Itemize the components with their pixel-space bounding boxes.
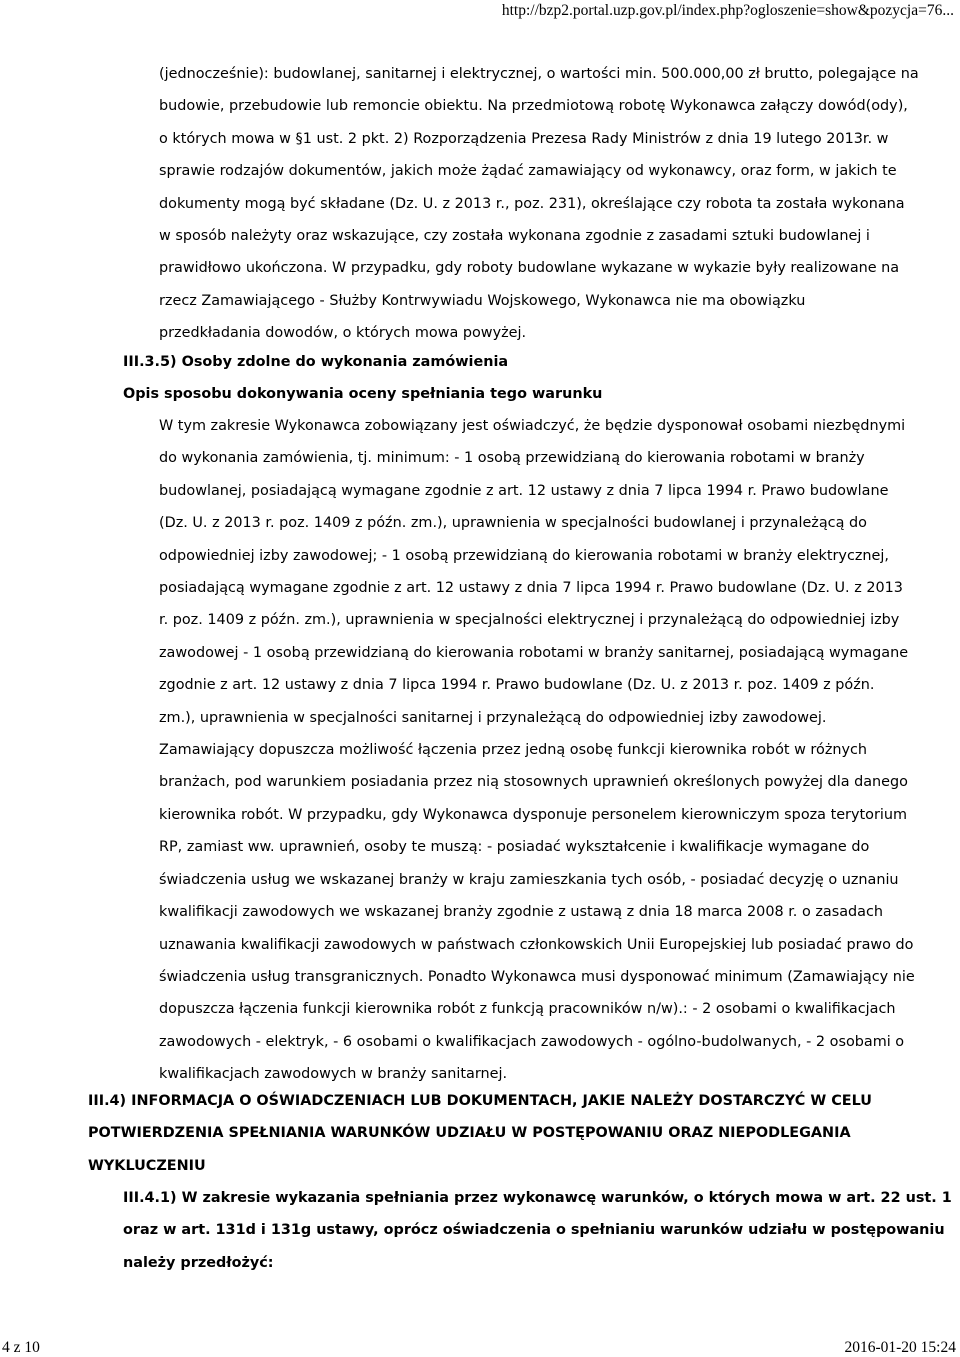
page-url: http://bzp2.portal.uzp.gov.pl/index.php?ogloszenie=show&pozycja=76... <box>501 2 954 19</box>
heading-text: Opis sposobu dokonywania oceny spełniania tego warunku <box>123 386 603 402</box>
section-heading-persons <box>123 346 508 378</box>
text-line: r. poz. 1409 z późn. zm.), uprawnienia w specjalności elektrycznej i przynależącą do odpowiedniej izby <box>159 612 900 629</box>
text-line: w sposób należyty oraz wskazujące, czy została wykonana zgodnie z zasadami sztuki budowlanej i <box>159 228 870 245</box>
text-line: W tym zakresie Wykonawca zobowiązany jest oświadczyć, że będzie dysponował osobami niezbędnymi <box>159 418 906 434</box>
text-line: odpowiedniej izby zawodowej; - 1 osobą przewidzianą do kierowania robotami w branży elektrycznej, <box>159 547 889 564</box>
print-datetime: 2016-01-20 15:24 <box>844 1339 956 1356</box>
text-line: świadczenia usług transgranicznych. Ponadto Wykonawca musi dysponować minimum (Zamawiający nie <box>159 968 915 985</box>
text-line: branżach, pod warunkiem posiadania przez nią stosownych uprawnień określonych powyżej dla danego <box>159 774 908 791</box>
heading-line: III.4.1) W zakresie wykazania spełniania przez wykonawcę warunków, o których mowa w art. 22 ust. 1 <box>123 1190 952 1206</box>
text-line: do wykonania zamówienia, tj. minimum: - 1 osobą przewidzianą do kierowania robotami w branży <box>159 450 865 467</box>
paragraph-persons-requirement <box>159 410 915 1091</box>
text-line: budowie, przebudowie lub remoncie obiektu. Na przedmiotową robotę Wykonawca załączy dowód(ody), <box>159 98 908 115</box>
text-line: RP, zamiast ww. uprawnień, osoby te muszą: - posiadać wykształcenie i kwalifikacje wymagane do <box>159 839 870 856</box>
text-line: dopuszcza łączenia funkcji kierownika robót z funkcją pracowników n/w).: - 2 osobami o kwalifikacjach <box>159 1001 896 1018</box>
page-number: 4 z 10 <box>2 1339 40 1356</box>
text-line: rzecz Zamawiającego - Służby Kontrwywiadu Wojskowego, Wykonawca nie ma obowiązku <box>159 292 806 309</box>
text-line: posiadającą wymagane zgodnie z art. 12 ustawy z dnia 7 lipca 1994 r. Prawo budowlane (Dz. U. z 2013 <box>159 580 903 597</box>
text-line: kwalifikacji zawodowych we wskazanej branży zgodnie z ustawą z dnia 18 marca 2008 r. o zasadach <box>159 904 883 921</box>
text-line: zgodnie z art. 12 ustawy z dnia 7 lipca 1994 r. Prawo budowlane (Dz. U. z 2013 r. poz. 1409 z późn. <box>159 677 875 694</box>
subheading-evaluation <box>123 378 602 410</box>
text-line: uznawania kwalifikacji zawodowych w państwach członkowskich Unii Europejskiej lub posiadać prawo do <box>159 936 914 953</box>
heading-line: III.4) INFORMACJA O OŚWIADCZENIACH LUB DOKUMENTACH, JAKIE NALEŻY DOSTARCZYĆ W CELU <box>88 1093 872 1109</box>
text-line: przedkładania dowodów, o których mowa powyżej. <box>159 325 527 342</box>
text-line: zm.), uprawnienia w specjalności sanitarnej i przynależącą do odpowiedniej izby zawodowej. <box>159 709 827 726</box>
heading-line: POTWIERDZENIA SPEŁNIANIA WARUNKÓW UDZIAŁU W POSTĘPOWANIU ORAZ NIEPODLEGANIA <box>88 1125 851 1142</box>
text-line: (Dz. U. z 2013 r. poz. 1409 z późn. zm.), uprawnienia w specjalności budowlanej i przynależącą do <box>159 515 867 532</box>
text-line: budowlanej, posiadającą wymagane zgodnie z art. 12 ustawy z dnia 7 lipca 1994 r. Prawo budowlane <box>159 482 889 499</box>
text-line: Zamawiający dopuszcza możliwość łączenia przez jedną osobę funkcji kierownika robót w różnych <box>159 742 868 759</box>
text-line: świadczenia usług we wskazanej branży w kraju zamieszkania tych osób, - posiadać decyzję o uznaniu <box>159 871 899 888</box>
section-heading-documents <box>88 1085 872 1182</box>
text-line: dokumenty mogą być składane (Dz. U. z 2013 r., poz. 231), określające czy robota ta została wykonana <box>159 195 905 212</box>
text-line: zawodowej - 1 osobą przewidzianą do kierowania robotami w branży sanitarnej, posiadającą wymagane <box>159 644 909 661</box>
text-line: kierownika robót. W przypadku, gdy Wykonawca dysponuje personelem kierowniczym spoza terytorium <box>159 806 907 823</box>
text-line: kwalifikacjach zawodowych w branży sanitarnej. <box>159 1066 508 1083</box>
heading-line: należy przedłożyć: <box>123 1254 274 1271</box>
heading-line: oraz w art. 131d i 131g ustawy, oprócz oświadczenia o spełnianiu warunków udziału w postępowaniu <box>123 1222 945 1239</box>
text-line: o których mowa w §1 ust. 2 pkt. 2) Rozporządzenia Prezesa Rady Ministrów z dnia 19 lutego 2013r. w <box>159 130 889 147</box>
text-line: zawodowych - elektryk, - 6 osobami o kwalifikacjach zawodowych - ogólno-budolwanych, - 2 osobami o <box>159 1033 905 1050</box>
heading-text: III.3.5) Osoby zdolne do wykonania zamówienia <box>123 354 509 370</box>
heading-line: WYKLUCZENIU <box>88 1157 206 1174</box>
text-line: prawidłowo ukończona. W przypadku, gdy roboty budowlane wykazane w wykazie były realizowane na <box>159 260 900 277</box>
text-line: sprawie rodzajów dokumentów, jakich może żądać zamawiający od wykonawcy, oraz form, w jakich te <box>159 163 897 180</box>
paragraph-experience-requirement <box>159 58 919 350</box>
text-line: (jednocześnie): budowlanej, sanitarnej i elektrycznej, o wartości min. 500.000,00 zł brutto, polegające na <box>159 66 919 82</box>
subsection-heading-conditions <box>123 1182 952 1279</box>
